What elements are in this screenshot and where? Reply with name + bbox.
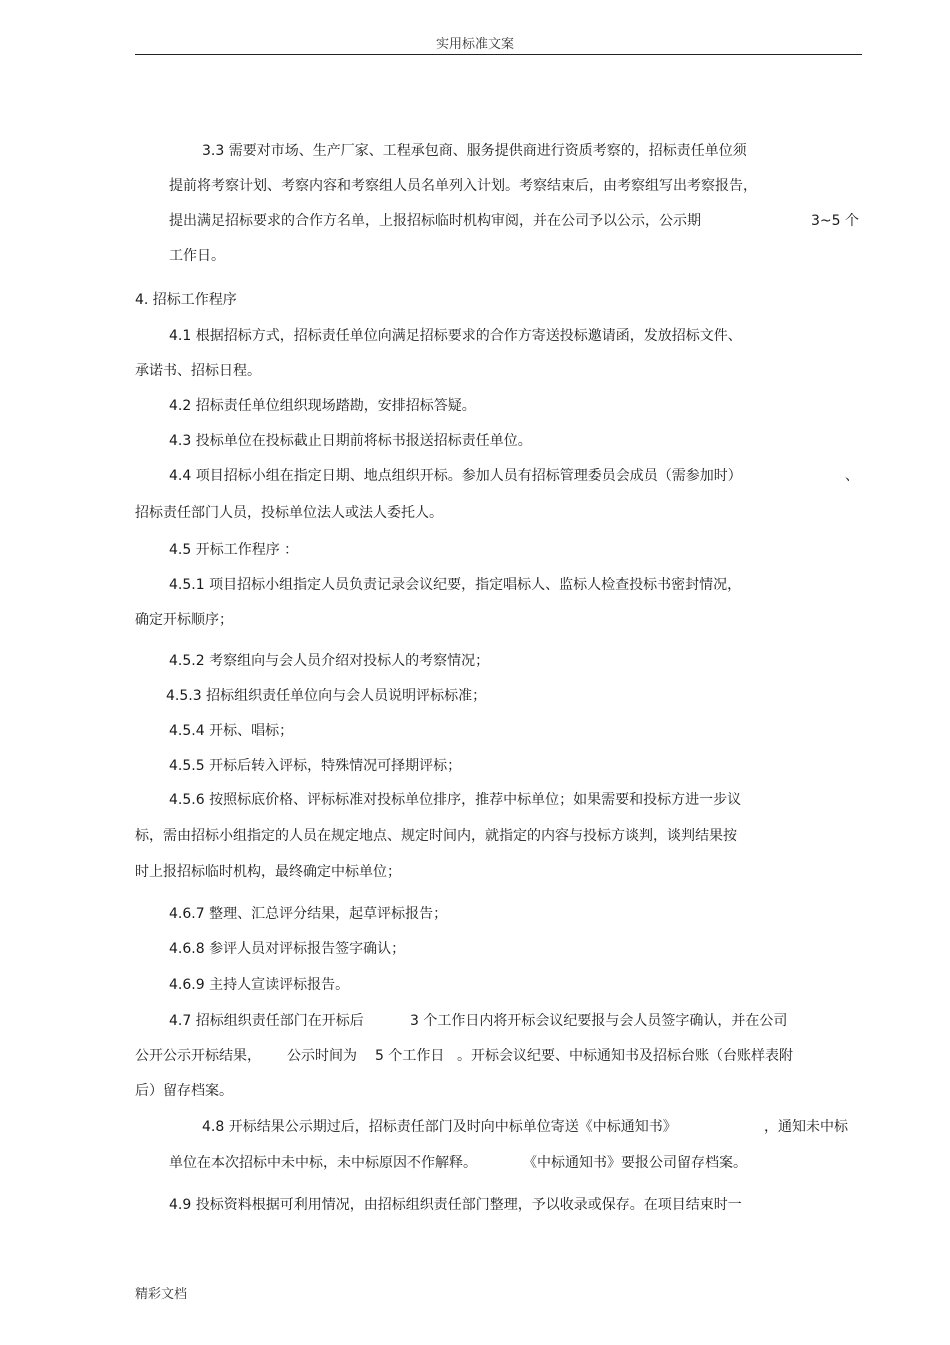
paragraph-line: 招标责任部门人员，投标单位法人或法人委托人。 (135, 505, 443, 521)
paragraph-line: 公示时间为 (287, 1048, 357, 1064)
page-header-title: 实用标准文案 (435, 37, 514, 52)
paragraph-line: 4.5.1 项目招标小组指定人员负责记录会议纪要，指定唱标人、监标人检查投标书密封情况， (169, 577, 742, 593)
paragraph-line: 标，需由招标小组指定的人员在规定地点、规定时间内，就指定的内容与投标方谈判，谈判结果按 (135, 828, 737, 844)
paragraph-line: ，通知未中标 (764, 1119, 848, 1135)
paragraph-line: 4.5 开标工作程序 ： (169, 542, 299, 558)
paragraph-line: 《中标通知书》要报公司留存档案。 (523, 1155, 747, 1171)
paragraph-line: 4.2 招标责任单位组织现场踏勘，安排招标答疑。 (169, 398, 476, 414)
paragraph-line: 4.9 投标资料根据可利用情况，由招标组织责任部门整理，予以收录或保存。在项目结束时一 (169, 1197, 742, 1213)
paragraph-line: 时上报招标临时机构，最终确定中标单位； (135, 864, 401, 880)
paragraph-line: 4.5.5 开标后转入评标，特殊情况可择期评标； (169, 758, 462, 774)
paragraph-line: 4.8 开标结果公示期过后，招标责任部门及时向中标单位寄送《中标通知书》 (202, 1119, 677, 1135)
paragraph-line: 4.5.6 按照标底价格、评标标准对投标单位排序，推荐中标单位；如果需要和投标方进一步议 (169, 792, 742, 808)
paragraph-line: 后）留存档案。 (135, 1083, 233, 1099)
paragraph-line: 4.7 招标组织责任部门在开标后 (169, 1013, 364, 1029)
paragraph-line: 4.3 投标单位在投标截止日期前将标书报送招标责任单位。 (169, 433, 532, 449)
paragraph-line: 4.5.2 考察组向与会人员介绍对投标人的考察情况； (169, 653, 490, 669)
paragraph-line: 3.3 需要对市场、生产厂家、工程承包商、服务提供商进行资质考察的，招标责任单位须 (202, 143, 747, 159)
paragraph-line: 确定开标顺序； (135, 612, 233, 628)
paragraph-line: 、 (845, 468, 859, 484)
paragraph-line: 4.6.8 参评人员对评标报告签字确认； (169, 941, 406, 957)
paragraph-line: 4.5.4 开标、唱标； (169, 723, 294, 739)
paragraph-line: 提出满足招标要求的合作方名单，上报招标临时机构审阅，并在公司予以公示，公示期 (169, 213, 701, 229)
paragraph-line: 4.4 项目招标小组在指定日期、地点组织开标。参加人员有招标管理委员会成员（需参加时） (169, 468, 742, 484)
paragraph-line: 工作日。 (169, 248, 225, 264)
paragraph-line: 5 个工作日 (375, 1048, 445, 1064)
header-divider (135, 54, 862, 55)
paragraph-line: 4.6.7 整理、汇总评分结果，起草评标报告； (169, 906, 448, 922)
paragraph-line: 提前将考察计划、考察内容和考察组人员名单列入计划。考察结束后，由考察组写出考察报告， (169, 178, 757, 194)
paragraph-line: 4.6.9 主持人宣读评标报告。 (169, 977, 350, 993)
paragraph-line: 3 个工作日内将开标会议纪要报与会人员签字确认，并在公司 (410, 1013, 788, 1029)
page-footer-label: 精彩文档 (135, 1287, 188, 1302)
paragraph-line: 4.1 根据招标方式，招标责任单位向满足招标要求的合作方寄送投标邀请函，发放招标文件、 (169, 328, 742, 344)
paragraph-line: 承诺书、招标日程。 (135, 363, 261, 379)
section-heading: 4. 招标工作程序 (135, 292, 237, 308)
paragraph-line: 4.5.3 招标组织责任单位向与会人员说明评标标准； (166, 688, 487, 704)
paragraph-line: 3~5 个 (811, 213, 859, 229)
paragraph-line: 。开标会议纪要、中标通知书及招标台账（台账样表附 (457, 1048, 793, 1064)
paragraph-line: 公开公示开标结果， (135, 1048, 261, 1064)
paragraph-line: 单位在本次招标中未中标，未中标原因不作解释。 (169, 1155, 477, 1171)
